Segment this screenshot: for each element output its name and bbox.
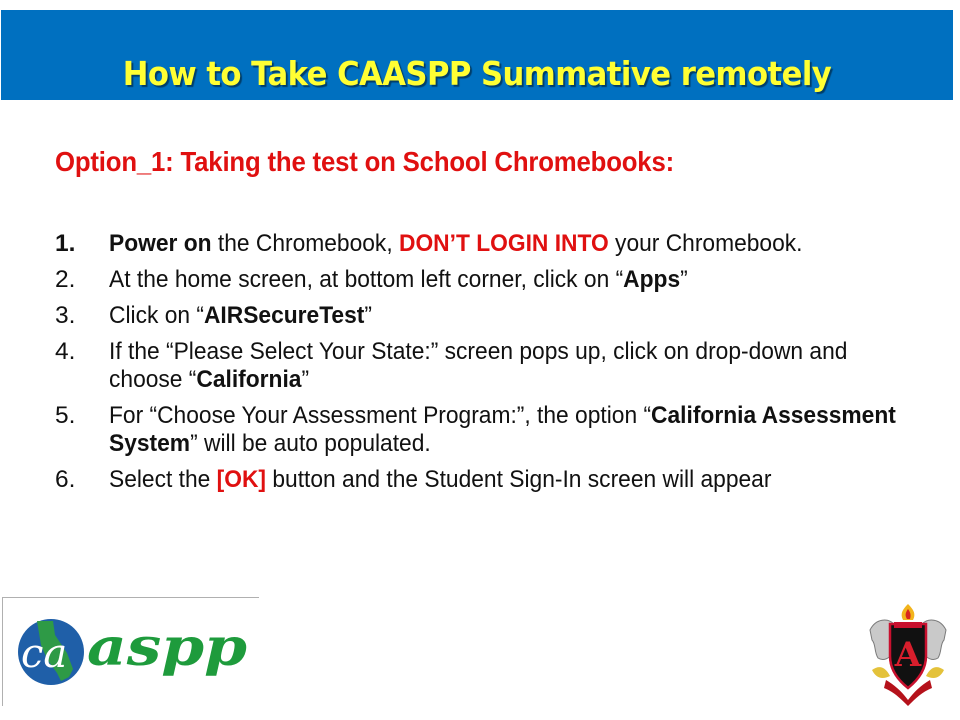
step-emphasis: Apps bbox=[623, 266, 681, 293]
step-item bbox=[55, 302, 915, 330]
option-heading: Option_1: Taking the test on School Chromebooks: bbox=[55, 146, 674, 177]
step-emphasis: California bbox=[196, 366, 302, 393]
step-text bbox=[109, 302, 909, 330]
slide-title: How to Take CAASPP Summative remotely bbox=[122, 54, 832, 93]
step-warning: [OK] bbox=[216, 466, 267, 493]
step-text-part: At the home screen, at bottom left corner, click on “ bbox=[109, 266, 624, 293]
school-crest-icon bbox=[866, 600, 950, 710]
step-text-part: button and the Student Sign-In screen will appear bbox=[266, 466, 772, 493]
step-text bbox=[109, 466, 909, 494]
step-number: 2. bbox=[55, 266, 76, 293]
step-text-part: Click on “ bbox=[109, 302, 204, 329]
step-number: 3. bbox=[55, 302, 76, 329]
step-text bbox=[109, 266, 909, 294]
title-banner bbox=[1, 10, 953, 100]
svg-text:A: A bbox=[894, 635, 922, 675]
caaspp-logo-icon bbox=[15, 615, 255, 700]
step-text-part: ” bbox=[680, 266, 688, 293]
step-text-part: ” will be auto populated. bbox=[190, 430, 431, 457]
step-text-part: your Chromebook. bbox=[608, 230, 803, 257]
step-number: 6. bbox=[55, 466, 76, 493]
step-emphasis: California Assessment System bbox=[109, 402, 896, 457]
step-item bbox=[55, 338, 915, 394]
step-text bbox=[109, 402, 909, 458]
step-item bbox=[55, 402, 915, 458]
step-text-part: ” bbox=[301, 366, 310, 393]
step-text-part: For “Choose Your Assessment Program:”, the option “ bbox=[109, 402, 652, 429]
step-text-part: the Chromebook, bbox=[211, 230, 400, 257]
steps-list bbox=[55, 230, 915, 502]
step-emphasis: Power on bbox=[109, 230, 212, 257]
step-number: 4. bbox=[55, 338, 76, 365]
step-item bbox=[55, 266, 915, 294]
step-text-part: If the “Please Select Your State:” screen pops up, click on drop-down and choose “ bbox=[109, 338, 848, 393]
step-number: 5. bbox=[55, 402, 76, 429]
svg-text:aspp: aspp bbox=[87, 617, 247, 678]
step-item bbox=[55, 230, 915, 258]
step-warning: DON’T LOGIN INTO bbox=[399, 230, 609, 257]
step-number: 1. bbox=[55, 230, 76, 257]
step-emphasis: AIRSecureTest bbox=[203, 302, 365, 329]
svg-text:ca: ca bbox=[21, 631, 68, 677]
step-text bbox=[109, 230, 909, 258]
step-item bbox=[55, 466, 915, 494]
step-text-part: Select the bbox=[109, 466, 217, 493]
step-text bbox=[109, 338, 909, 394]
step-text-part: ” bbox=[364, 302, 372, 329]
